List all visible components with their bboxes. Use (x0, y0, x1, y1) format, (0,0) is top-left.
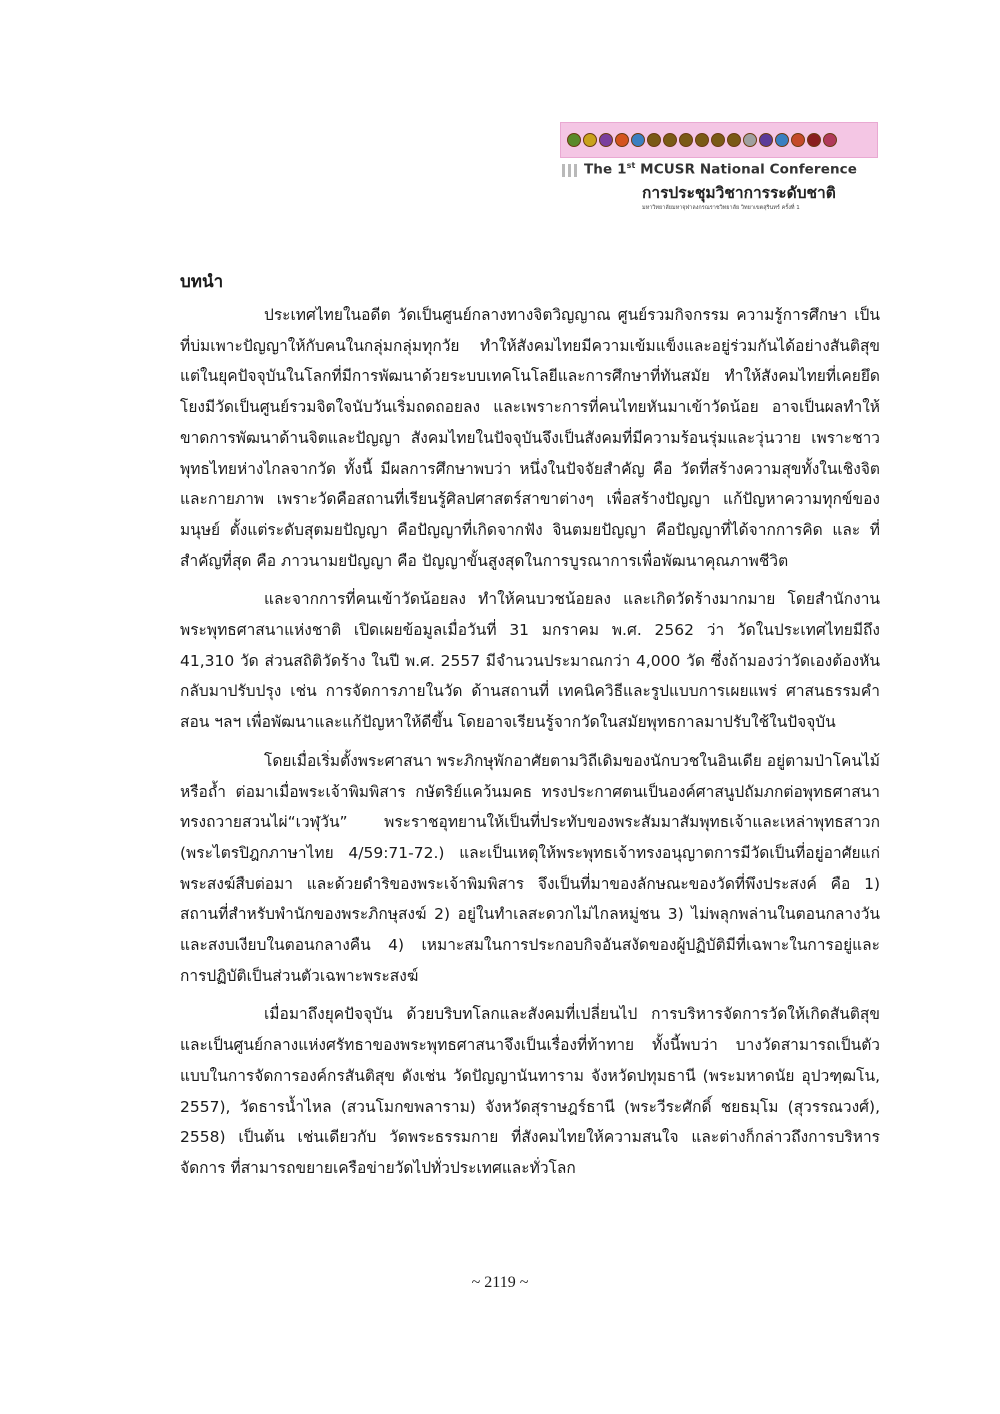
body-text (180, 300, 880, 1192)
institution-logo-icon (583, 133, 597, 147)
conference-title-line (560, 162, 878, 178)
paragraph: ประเทศไทยในอดีต วัดเป็นศูนย์กลางทางจิตวิญญาณ ศูนย์รวมกิจกรรม ความรู้การศึกษา เป็นที่บ่มเพาะปัญญาให้กับคนในกลุ่มกลุ่มทุกวัย ทำให้สังคมไทยมีความเข้มแข็งและอยู่ร่วมกันได้อย่างสันติสุข แต่ในยุคปัจจุบันในโลกที่มีการพัฒนาด้วยระบบเทคโนโลยีและการศึกษาที่ทันสมัย ทำให้สังคมไทยที่เคยยึดโยงมีวัดเป็นศูนย์รวมจิตใจนับวันเริ่มถดถอยลง และเพราะการที่คนไทยหันมาเข้าวัดน้อย อาจเป็นผลทำให้ขาดการพัฒนาด้านจิตและปัญญา สังคมไทยในปัจจุบันจึงเป็นสังคมที่มีความร้อนรุ่มและวุ่นวาย เพราะชาวพุทธไทยห่างไกลจากวัด ทั้งนี้ มีผลการศึกษาพบว่า หนึ่งในปัจจัยสำคัญ คือ วัดที่สร้างความสุขทั้งในเชิงจิตและกายภาพ เพราะวัดคือสถานที่เรียนรู้ศิลปศาสตร์สาขาต่างๆ เพื่อสร้างปัญญา แก้ปัญหาความทุกข์ของมนุษย์ ตั้งแต่ระดับสุตมยปัญญา คือปัญญาที่เกิดจากฟัง จินตมยปัญญา คือปัญญาที่ได้จากการคิด และ ที่สำคัญที่สุด คือ ภาวนามยปัญญา คือ ปัญญาขั้นสูงสุดในการบูรณาการเพื่อพัฒนาคุณภาพชีวิต (180, 306, 880, 570)
institution-logo-icon (567, 133, 581, 147)
institution-logo-icon (679, 133, 693, 147)
conference-header (560, 122, 880, 218)
institution-logo-icon (615, 133, 629, 147)
conference-title-prefix: The 1 (584, 161, 627, 178)
institution-logo-icon (759, 133, 773, 147)
page-number: ~ 2119 ~ (471, 1274, 529, 1291)
paragraph: โดยเมื่อเริ่มตั้งพระศาสนา พระภิกษุพักอาศัยตามวิถีเดิมของนักบวชในอินเดีย อยู่ตามป่าโคนไม้ หรือถ้ำ ต่อมาเมื่อพระเจ้าพิมพิสาร กษัตริย์แคว้นมคธ ทรงประกาศตนเป็นองค์ศาสนูปถัมภกต่อพุทธศาสนา ทรงถวายสวนไผ่“เวฬุวัน” พระราชอุทยานให้เป็นที่ประทับของพระสัมมาสัมพุทธเจ้าและเหล่าพุทธสาวก (พระไตรปิฎกภาษาไทย 4/59:71-72.) และเป็นเหตุให้พระพุทธเจ้าทรงอนุญาตการมีวัดเป็นที่อยู่อาศัยแก่พระสงฆ์สืบต่อมา และด้วยดำริของพระเจ้าพิมพิสาร จึงเป็นที่มาของลักษณะของวัดที่พึงประสงค์ คือ 1) สถานที่สำหรับพำนักของพระภิกษุสงฆ์ 2) อยู่ในทำเลสะดวกไม่ไกลหมู่ชน 3) ไม่พลุกพล่านในตอนกลางวันและสงบเงียบในตอนกลางคืน 4) เหมาะสมในการประกอบกิจอันสงัดของผู้ปฏิบัติมีที่เฉพาะในการอยู่และการปฏิบัติเป็นส่วนตัวเฉพาะพระสงฆ์ (180, 751, 880, 985)
institution-logo-icon (663, 133, 677, 147)
institution-logo-icon (775, 133, 789, 147)
institution-logo-icon (807, 133, 821, 147)
institution-logo-icon (647, 133, 661, 147)
institution-logo-icon (791, 133, 805, 147)
institution-logo-icon (823, 133, 837, 147)
institution-logo-icon (727, 133, 741, 147)
conference-title (584, 161, 857, 178)
institution-logo-icon (631, 133, 645, 147)
institution-logo-icon (695, 133, 709, 147)
conference-title-suffix: MCUSR National Conference (635, 161, 858, 178)
paragraph: และจากการที่คนเข้าวัดน้อยลง ทำให้คนบวชน้อยลง และเกิดวัดร้างมากมาย โดยสำนักงานพระพุทธศาสนาแห่งชาติ เปิดเผยข้อมูลเมื่อวันที่ 31 มกราคม พ.ศ. 2562 ว่า วัดในประเทศไทยมีถึง 41,310 วัด ส่วนสถิติวัดร้าง ในปี พ.ศ. 2557 มีจำนวนประมาณกว่า 4,000 วัด ซึ่งถ้ามองว่าวัดเองต้องหันกลับมาปรับปรุง เช่น การจัดการภายในวัด ด้านสถานที่ เทคนิควิธีและรูปแบบการเผยแพร่ ศาสนธรรมคำสอน ฯลฯ เพื่อพัฒนาและแก้ปัญหาให้ดีขึ้น โดยอาจเรียนรู้จากวัดในสมัยพุทธกาลมาปรับใช้ในปัจจุบัน (180, 590, 880, 732)
institution-logo-icon (711, 133, 725, 147)
paragraph: เมื่อมาถึงยุคปัจจุบัน ด้วยบริบทโลกและสังคมที่เปลี่ยนไป การบริหารจัดการวัดให้เกิดสันติสุขและเป็นศูนย์กลางแห่งศรัทธาของพระพุทธศาสนาจึงเป็นเรื่องที่ท้าทาย ทั้งนี้พบว่า บางวัดสามารถเป็นตัวแบบในการจัดการองค์กรสันติสุข ดังเช่น วัดปัญญานันทาราม จังหวัดปทุมธานี (พระมหาดนัย อุปวฑฺฒโน, 2557), วัดธารน้ำไหล (สวนโมกขพลาราม) จังหวัดสุราษฎร์ธานี (พระวีระศักดิ์ ชยธมฺโม (สุวรรณวงศ์), 2558) เป็นต้น เช่นเดียวกับ วัดพระธรรมกาย ที่สังคมไทยให้ความสนใจ และต่างก็กล่าวถึงการบริหารจัดการ ที่สามารถขยายเครือข่ายวัดไปทั่วประเทศและทั่วโลก (180, 1005, 880, 1177)
logo-strip (560, 122, 878, 158)
conference-title-ordinal: st (626, 161, 636, 170)
decorative-stripes (562, 164, 577, 177)
section-title: บทนำ (180, 272, 224, 292)
institution-logo-icon (743, 133, 757, 147)
conference-subtitle: มหาวิทยาลัยมหาจุฬาลงกรณราชวิทยาลัย วิทยาเขตสุรินทร์ ครั้งที่ 1 (642, 205, 800, 211)
conference-title-thai: การประชุมวิชาการระดับชาติ (642, 184, 836, 202)
institution-logo-icon (599, 133, 613, 147)
